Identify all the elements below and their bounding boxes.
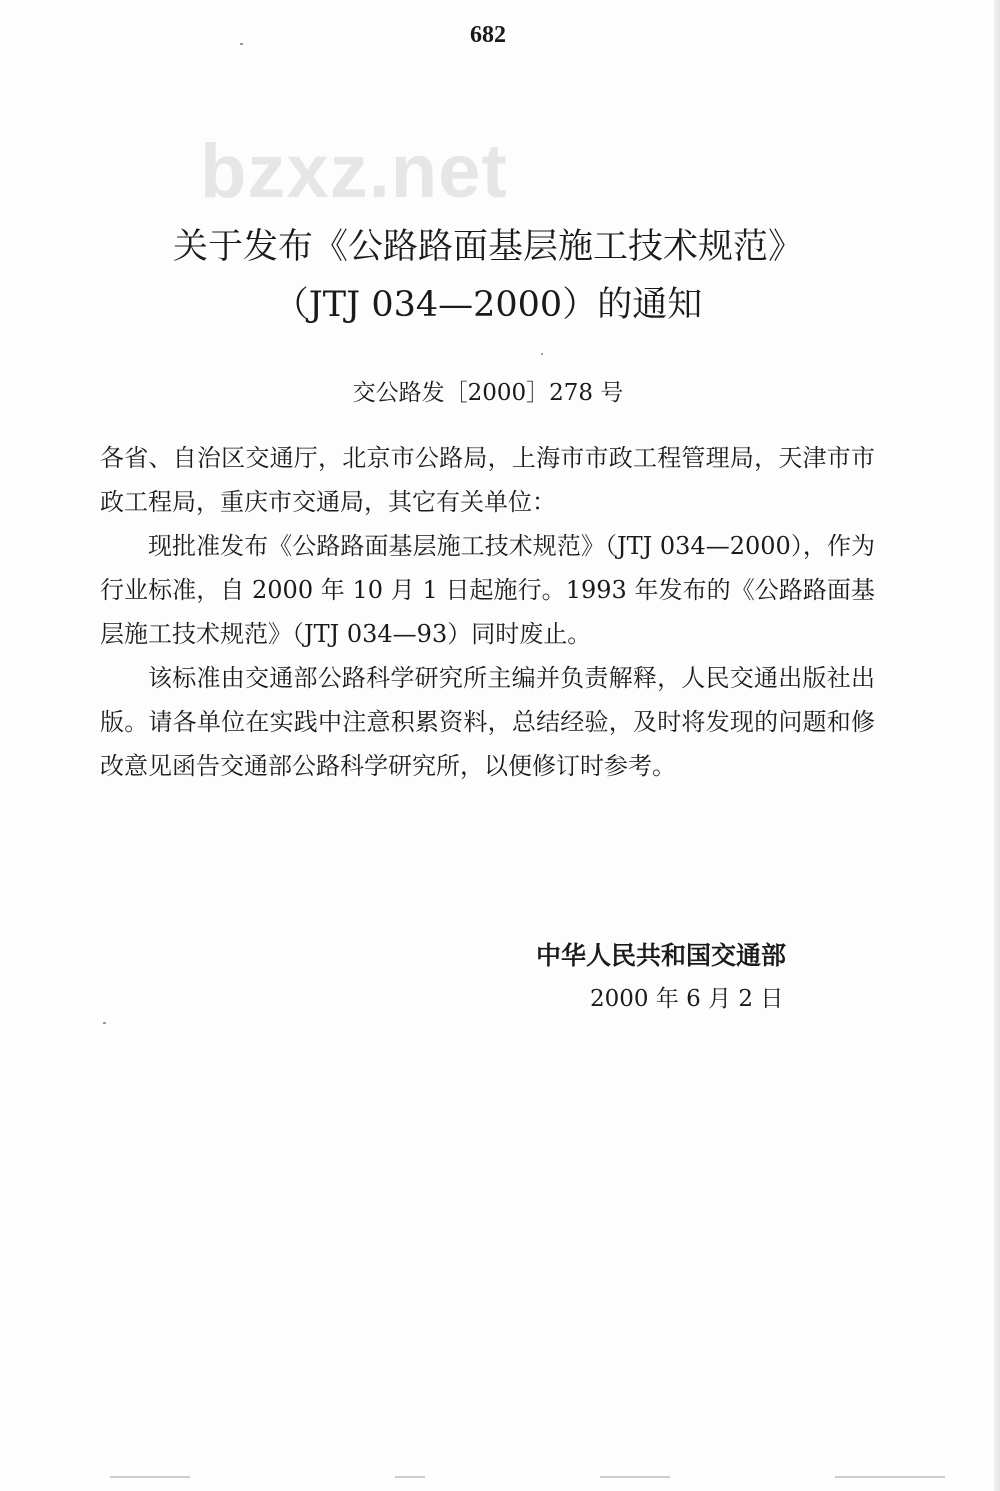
paragraph-approval: 现批准发布《公路路面基层施工技术规范》（JTJ 034—2000），作为行业标准，自 2000 年 10 月 1 日起施行。1993 年发布的《公路路面基层施工技术规范》（JTJ 034—93）同时废止。 [100,532,875,648]
paragraph-responsibility: 该标准由交通部公路科学研究所主编并负责解释，人民交通出版社出版。请各单位在实践中注意积累资料，总结经验，及时将发现的问题和修改意见函告交通部公路科学研究所，以便修订时参考。 [100,664,875,780]
scan-speck [240,43,243,45]
watermark: bzxz.net [200,129,508,214]
page-number: 682 [470,22,506,48]
scan-speck [835,1476,945,1478]
salutation: 各省、自治区交通厅，北京市公路局，上海市市政工程管理局，天津市市政工程局，重庆市交通局，其它有关单位： [100,444,875,516]
issue-date: 2000 年 6 月 2 日 [590,986,784,1012]
page-edge-shadow [994,0,1000,1491]
document-number: 交公路发［2000］278 号 [352,380,624,406]
title-line-1: 关于发布《公路路面基层施工技术规范》 [172,227,803,267]
scan-speck [110,1476,190,1478]
title-line-2: （JTJ 034—2000）的通知 [273,285,703,325]
issuer-signature: 中华人民共和国交通部 [536,941,787,970]
scan-speck [395,1476,425,1478]
notice-title [0,218,976,334]
scan-speck [600,1476,670,1478]
scan-speck [103,1022,106,1024]
scan-speck [541,353,543,355]
notice-body [100,436,875,788]
